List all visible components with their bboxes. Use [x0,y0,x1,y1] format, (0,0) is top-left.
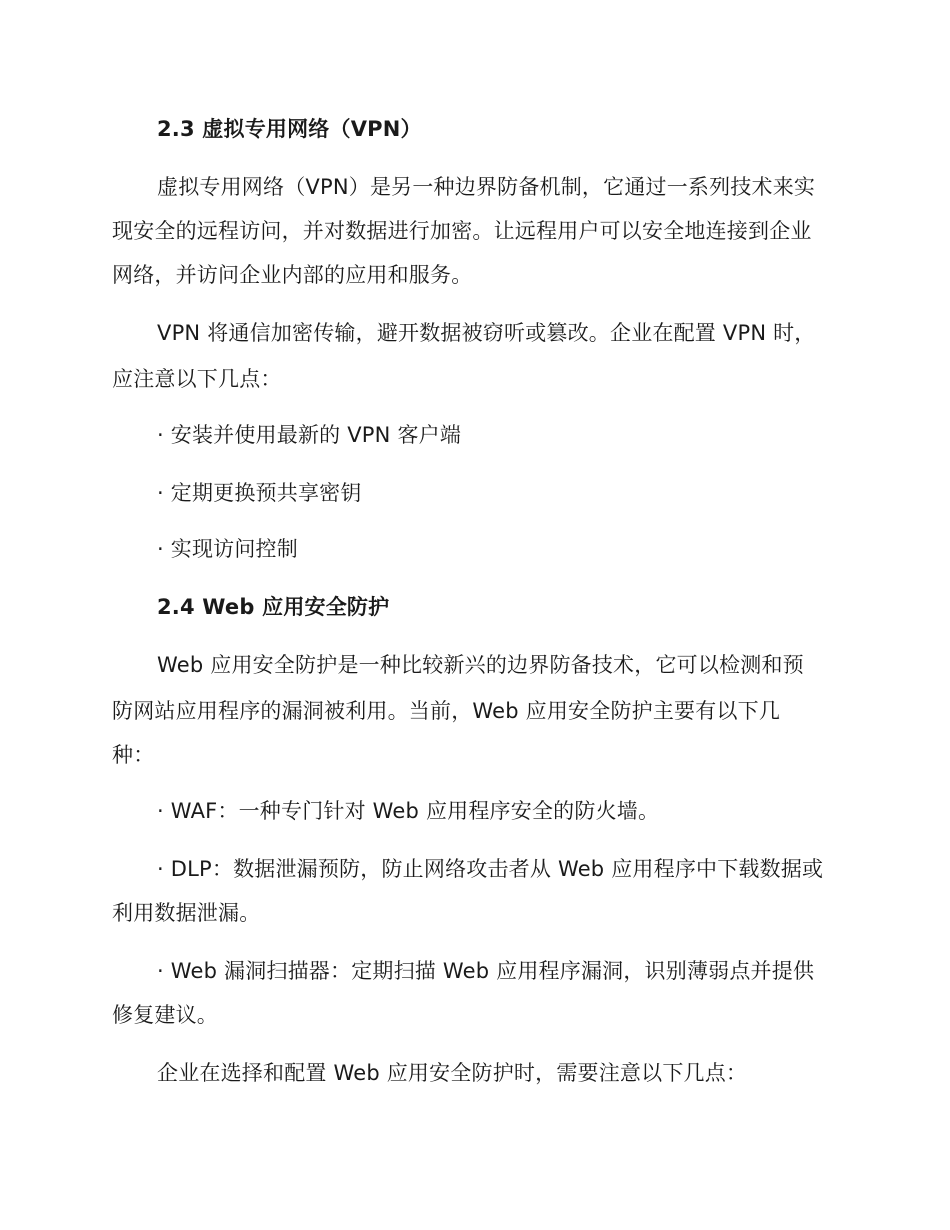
paragraph-line: 企业在选择和配置 Web 应用安全防护时，需要注意以下几点： [157,1061,748,1085]
paragraph-line: 现安全的远程访问，并对数据进行加密。让远程用户可以安全地连接到企业 [112,219,812,243]
paragraph-line: 网络，并访问企业内部的应用和服务。 [112,263,473,287]
list-item: · 安装并使用最新的 VPN 客户端 [157,423,462,447]
paragraph-line: Web 应用安全防护是一种比较新兴的边界防备技术，它可以检测和预 [157,653,804,677]
section-heading-web: 2.4 Web 应用安全防护 [157,595,390,619]
list-item: · 实现访问控制 [157,537,298,561]
list-item: · Web 漏洞扫描器：定期扫描 Web 应用程序漏洞，识别薄弱点并提供 [157,959,815,983]
section-heading-vpn: 2.3 虚拟专用网络（VPN） [157,117,422,141]
paragraph-line: VPN 将通信加密传输，避开数据被窃听或篡改。企业在配置 VPN 时， [157,321,816,345]
paragraph-line: 虚拟专用网络（VPN）是另一种边界防备机制，它通过一系列技术来实 [157,175,816,199]
list-item: · 定期更换预共享密钥 [157,481,362,505]
paragraph-line: 种： [112,743,155,767]
paragraph-line: 应注意以下几点： [112,367,282,391]
list-item-continuation: 利用数据泄漏。 [112,901,261,925]
paragraph-line: 防网站应用程序的漏洞被利用。当前，Web 应用安全防护主要有以下几 [112,699,781,723]
list-item: · WAF：一种专门针对 Web 应用程序安全的防火墙。 [157,799,660,823]
list-item-continuation: 修复建议。 [112,1003,218,1027]
list-item: · DLP：数据泄漏预防，防止网络攻击者从 Web 应用程序中下载数据或 [157,857,824,881]
